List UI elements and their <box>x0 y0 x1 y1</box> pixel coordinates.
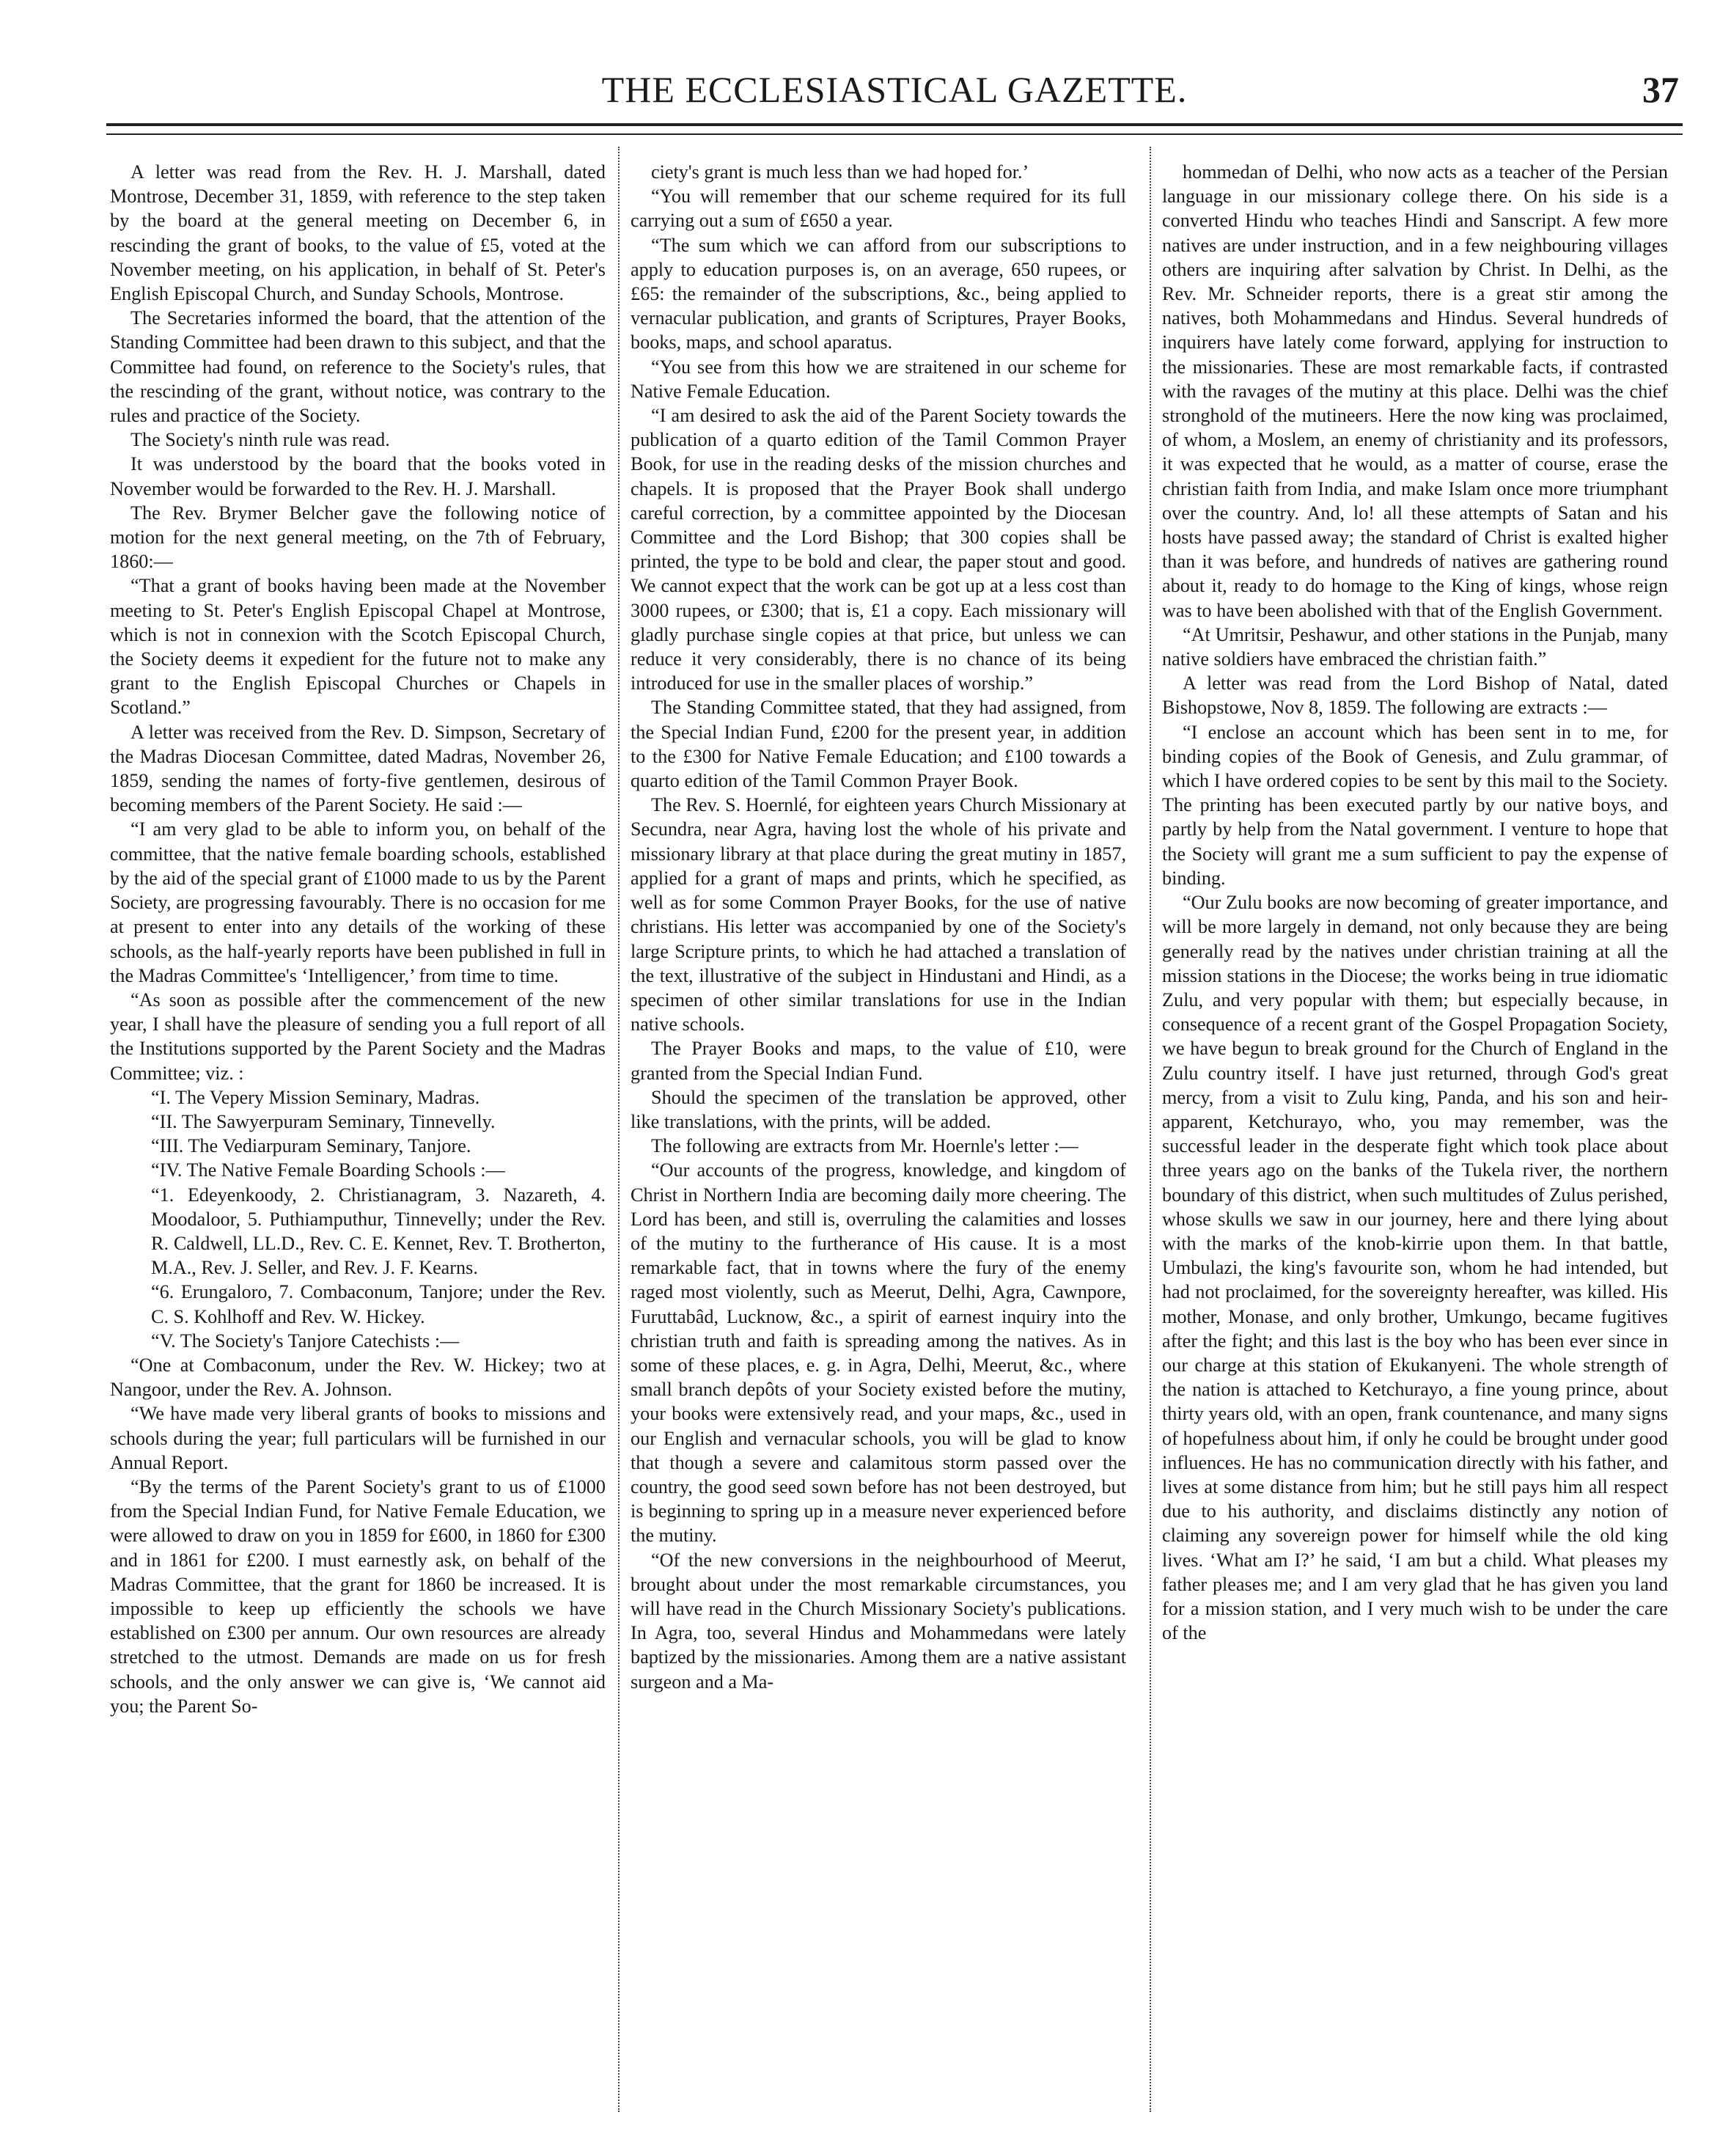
paragraph: The Standing Committee stated, that they had assigned, from the Special Indian Fund, £200 for the present year, in addition to the £300 for Native Female Education; and £100 towards a quarto edition of the Tamil Common Prayer Book. <box>631 697 1126 792</box>
text-column-2 <box>631 160 1126 2111</box>
paragraph: ciety's grant is much less than we had hoped for.’ <box>651 161 1029 183</box>
paragraph: “IV. The Native Female Boarding Schools :— <box>151 1159 505 1181</box>
paragraph: A letter was read from the Lord Bishop of Natal, dated Bishopstowe, Nov 8, 1859. The following are extracts :— <box>1162 672 1668 719</box>
paragraph: The Rev. Brymer Belcher gave the following notice of motion for the next general meeting, on the 7th of February, 1860:— <box>110 502 606 573</box>
paragraph: “I enclose an account which has been sent in to me, for binding copies of the Book of Genesis, and Zulu grammar, of which I have ordered copies to be sent by this mail to the Society. The printing has been executed partly by our native boys, and partly by help from the Natal government. I venture to hope that the Society will grant me a sum sufficient to pay the expense of binding. <box>1162 721 1668 889</box>
paragraph: “V. The Society's Tanjore Catechists :— <box>151 1330 460 1352</box>
paragraph: “We have made very liberal grants of books to missions and schools during the year; full particulars will be furnished in our Annual Report. <box>110 1403 606 1473</box>
paragraph: The Society's ninth rule was read. <box>131 429 390 451</box>
header-rule-thin <box>106 133 1683 135</box>
paragraph: The following are extracts from Mr. Hoernle's letter :— <box>651 1135 1078 1157</box>
paragraph: hommedan of Delhi, who now acts as a teacher of the Persian language in our missionary college there. On his side is a converted Hindu who teaches Hindi and Sanscript. A few more natives are under instruction, and in a few neighbouring villages others are inquiring after salvation by Christ. In Delhi, as the Rev. Mr. Schneider reports, there is a great stir among the natives, both Mohammedans and Hindus. Several hundreds of inquirers have lately come forward, applying for instruction to the missionaries. These are most remarkable facts, if contrasted with the ravages of the mutiny at this place. Delhi was the chief stronghold of the mutineers. Here the now king was proclaimed, of whom, a Moslem, an enemy of christianity and its professors, it was expected that he would, as a matter of course, erase the christian faith from India, and make Islam once more triumphant over the country. And, lo! all these attempts of Satan and his hosts have passed away; the standard of Christ is exalted higher than it was before, and hundreds of natives are gathering round about it, ready to do homage to the King of kings, whose reign was to have been abolished with that of the English Government. <box>1162 161 1668 621</box>
paragraph: A letter was received from the Rev. D. Simpson, Secretary of the Madras Diocesan Committee, dated Madras, November 26, 1859, sending the names of forty-five gentlemen, desirous of becoming members of the Parent Society. He said :— <box>110 721 606 816</box>
paragraph: “At Umritsir, Peshawur, and other stations in the Punjab, many native soldiers have embraced the christian faith.” <box>1162 623 1668 670</box>
paragraph: The Prayer Books and maps, to the value of £10, were granted from the Special Indian Fund. <box>631 1038 1126 1084</box>
paragraph: “I. The Vepery Mission Seminary, Madras. <box>151 1086 480 1108</box>
column-divider-right <box>1150 147 1151 2112</box>
paragraph: “II. The Sawyerpuram Seminary, Tinnevelly. <box>151 1110 496 1132</box>
text-column-1 <box>110 160 606 2111</box>
header-rule-thick <box>106 123 1683 126</box>
paragraph: Should the specimen of the translation be approved, other like translations, with the prints, will be added. <box>631 1086 1126 1132</box>
paragraph: “1. Edeyenkoody, 2. Christianagram, 3. Nazareth, 4. Moodaloor, 5. Puthiamputhur, Tinnevelly; under the Rev. R. Caldwell, LL.D., Rev. C. E. Kennet, Rev. T. Brotherton, M.A., Rev. J. Seller, and Rev. J. F. Kearns. <box>151 1184 606 1279</box>
paragraph: “The sum which we can afford from our subscriptions to apply to education purposes is, on an average, 650 rupees, or £65: the remainder of the subscriptions, &c., being applied to vernacular publication, and grants of Scriptures, Prayer Books, books, maps, and school aparatus. <box>631 234 1126 353</box>
paragraph: “By the terms of the Parent Society's grant to us of £1000 from the Special Indian Fund, for Native Female Education, we were allowed to draw on you in 1859 for £600, in 1860 for £300 and in 1861 for £200. I must earnestly ask, on behalf of the Madras Committee, that the grant for 1860 be increased. It is impossible to keep up efficiently the schools we have established on £300 per annum. Our own resources are already stretched to the utmost. Demands are made on us for fresh schools, and the only answer we can give is, ‘We cannot aid you; the Parent So- <box>110 1475 606 1717</box>
paragraph: “I am very glad to be able to inform you, on behalf of the committee, that the native female boarding schools, established by the aid of the special grant of £1000 made to us by the Parent Society, are progressing favourably. There is no occasion for me at present to enter into any details of the working of these schools, as the half-yearly reports have been published in full in the Madras Committee's ‘Intelligencer,’ from time to time. <box>110 818 606 986</box>
paragraph: “You will remember that our scheme required for its full carrying out a sum of £650 a year. <box>631 186 1126 232</box>
paragraph: A letter was read from the Rev. H. J. Marshall, dated Montrose, December 31, 1859, with reference to the step taken by the board at the general meeting on December 6, in rescinding the grant of books, to the value of £5, voted at the November meeting, on his application, in behalf of St. Peter's English Episcopal Church, and Sunday Schools, Montrose. <box>110 161 606 305</box>
paragraph: “As soon as possible after the commencement of the new year, I shall have the pleasure of sending you a full report of all the Institutions supported by the Parent Society and the Madras Committee; viz. : <box>110 989 606 1084</box>
column-divider-left <box>618 147 620 2112</box>
paragraph: It was understood by the board that the books voted in November would be forwarded to the Rev. H. J. Marshall. <box>110 453 606 499</box>
paragraph: The Rev. S. Hoernlé, for eighteen years Church Missionary at Secundra, near Agra, having lost the whole of his private and missionary library at that place during the great mutiny in 1857, applied for a grant of maps and prints, which he specified, as well as for some Common Prayer Books, for the use of native christians. His letter was accompanied by one of the Society's large Scripture prints, to which he had attached a translation of the text, illustrative of the subject in Hindustani and Hindi, as a specimen of other similar translations for use in the Indian native schools. <box>631 794 1126 1035</box>
page-number: 37 <box>1642 69 1679 110</box>
paragraph: “One at Combaconum, under the Rev. W. Hickey; two at Nangoor, under the Rev. A. Johnson. <box>110 1354 606 1401</box>
paragraph: “Of the new conversions in the neighbourhood of Meerut, brought about under the most remarkable circumstances, you will have read in the Church Missionary Society's publications. In Agra, too, several Hindus and Mohammedans were lately baptized by the missionaries. Among them are a native assistant surgeon and a Ma- <box>631 1549 1126 1693</box>
running-head <box>110 67 1679 111</box>
paragraph: “I am desired to ask the aid of the Parent Society towards the publication of a quarto edition of the Tamil Common Prayer Book, for use in the reading desks of the mission churches and chapels. It is proposed that the Prayer Book shall undergo careful correction, by a committee appointed by the Diocesan Committee and the Lord Bishop; that 300 copies shall be printed, the type to be bold and clear, the paper stout and good. We cannot expect that the work can be got up at a less cost than 3000 rupees, or £300; that is, £1 a copy. Each missionary will gladly purchase single copies at that price, but unless we can reduce it very considerably, there is no chance of its being introduced for use in the smaller places of worship.” <box>631 405 1126 694</box>
paragraph: “Our Zulu books are now becoming of greater importance, and will be more largely in demand, not only because they are being generally read by the natives under christian training at all the mission stations in the Diocese; the works being in true idiomatic Zulu, and very popular with them; but especially because, in consequence of a recent grant of the Gospel Propagation Society, we have begun to break ground for the Church of England in the Zulu country itself. I have just returned, through God's great mercy, from a visit to Zulu king, Panda, and his son and heir-apparent, Ketchurayo, who, you may remember, was the successful leader in the desperate fight which took place about three years ago on the banks of the Tukela river, the northern boundary of this district, when such multitudes of Zulus perished, whose skulls we saw in our journey, here and there lying about with the marks of the knob-kirrie upon them. In that battle, Umbulazi, the king's favourite son, whom he had intended, but had not proclaimed, for the sovereignty hereafter, was killed. His mother, Monase, and only brother, Umkungo, became fugitives after the fight; and this last is the boy who has been ever since in our charge at this station of Ekukanyeni. The whole strength of the nation is attached to Ketchurayo, a fine young prince, about thirty years old, with an open, frank countenance, and many signs of hopefulness about him, if only he could be brought under good influences. He has no communication directly with his father, and lives at some distance from him; but he still pays him all respect due to his authority, and disclaims distinctly any notion of claiming any sovereign power for himself while the old king lives. ‘What am I?’ he said, ‘I am but a child. What pleases my father pleases me; and I am very glad that he has given you land for a mission station, and I very much wish to be under the care of the <box>1162 892 1668 1644</box>
paragraph: “That a grant of books having been made at the November meeting to St. Peter's English Episcopal Chapel at Montrose, which is not in connexion with the Scotch Episcopal Church, the Society deems it expedient for the future not to make any grant to the English Episcopal Churches or Chapels in Scotland.” <box>110 575 606 719</box>
paragraph: “6. Erungaloro, 7. Combaconum, Tanjore; under the Rev. C. S. Kohlhoff and Rev. W. Hickey. <box>151 1281 606 1327</box>
paragraph: “III. The Vediarpuram Seminary, Tanjore. <box>151 1135 471 1157</box>
paragraph: “You see from this how we are straitened in our scheme for Native Female Education. <box>631 356 1126 402</box>
journal-title: THE ECCLESIASTICAL GAZETTE. <box>601 69 1188 110</box>
paragraph: “Our accounts of the progress, knowledge, and kingdom of Christ in Northern India are becoming daily more cheering. The Lord has been, and still is, overruling the calamities and losses of the mutiny to the furtherance of His cause. It is a most remarkable fact, that in towns where the fury of the enemy raged most violently, such as Meerut, Delhi, Agra, Cawnpore, Furuttabâd, Lucknow, &c., a spirit of earnest inquiry into the christian truth and faith is spreading among the natives. As in some of these places, e. g. in Agra, Delhi, Meerut, &c., where small branch depôts of your Society existed before the mutiny, your books were extensively read, and your maps, &c., used in our English and vernacular schools, you will be glad to know that though a severe and calamitous storm passed over the country, the good seed sown before has not been destroyed, but is beginning to spring up in a measure never experienced before the mutiny. <box>631 1159 1126 1547</box>
text-column-3 <box>1162 160 1668 2111</box>
paragraph: The Secretaries informed the board, that the attention of the Standing Committee had been drawn to this subject, and that the Committee had found, on reference to the Society's rules, that the rescinding of the grant, without notice, was contrary to the rules and practice of the Society. <box>110 307 606 427</box>
